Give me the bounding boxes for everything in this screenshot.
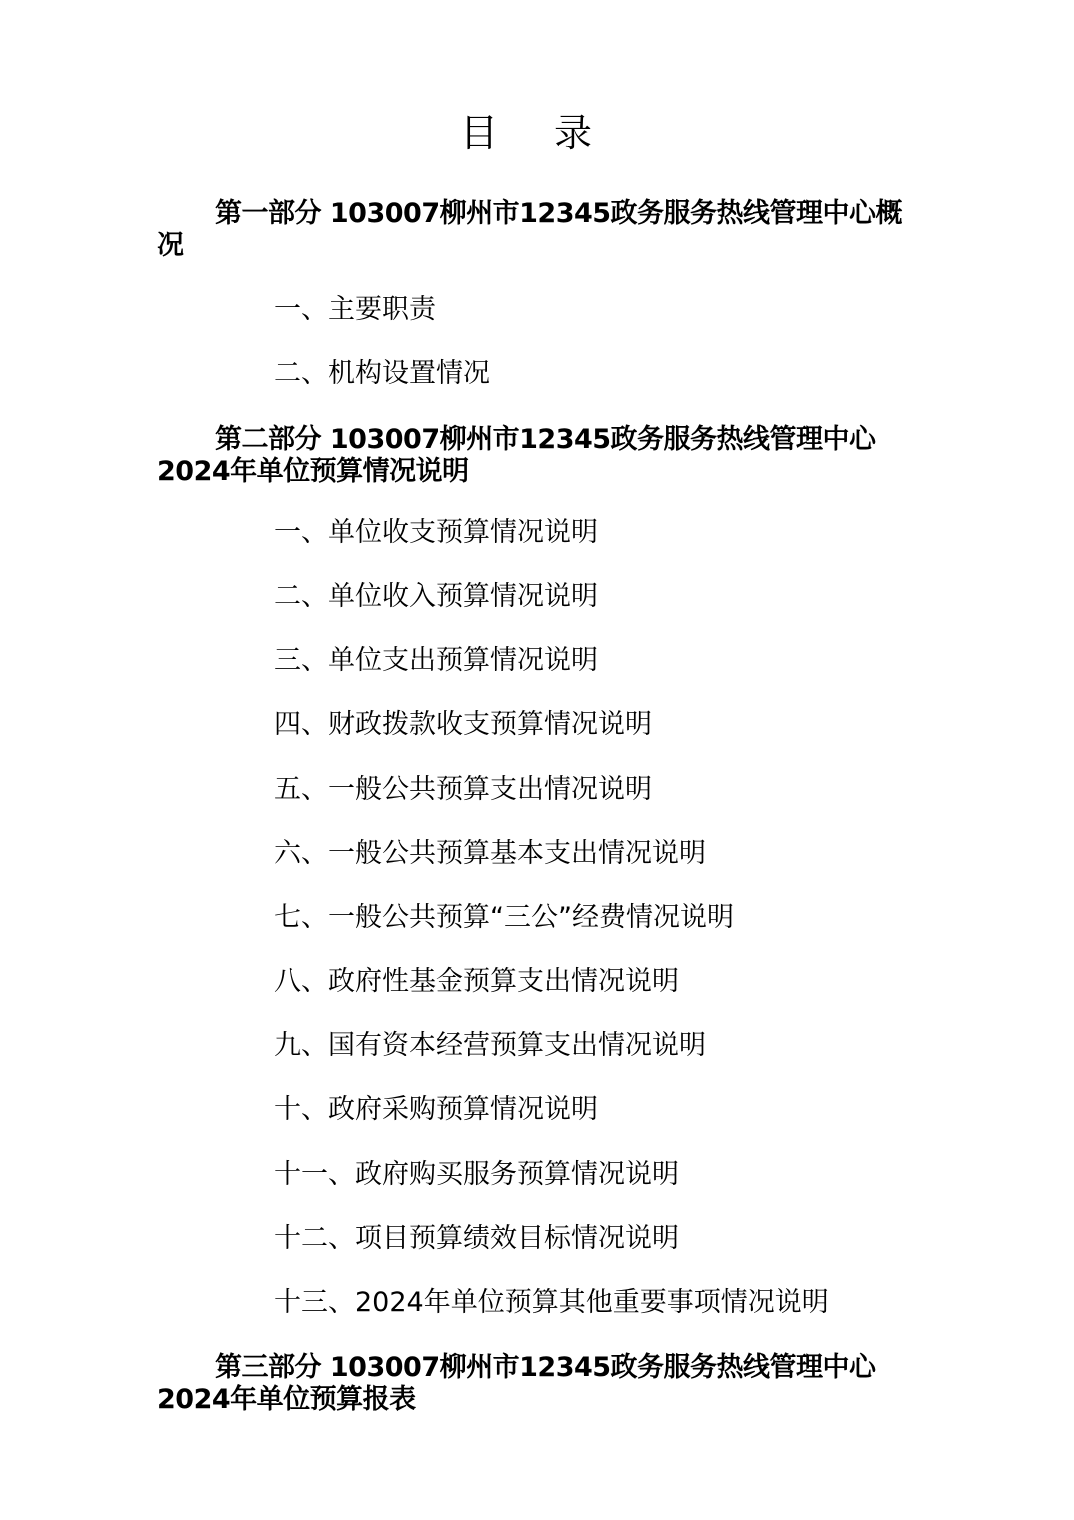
part1-heading: 第一部分 103007柳州市12345政务服务热线管理中心概况 xyxy=(157,198,903,261)
toc-item: 九、国有资本经营预算支出情况说明 xyxy=(274,1030,706,1061)
part3-heading: 第三部分 103007柳州市12345政务服务热线管理中心2024年单位预算报表 xyxy=(157,1352,876,1415)
toc-item: 十、政府采购预算情况说明 xyxy=(274,1094,598,1125)
toc-item: 二、机构设置情况 xyxy=(274,358,490,389)
toc-item: 五、一般公共预算支出情况说明 xyxy=(274,774,652,805)
toc-item: 八、政府性基金预算支出情况说明 xyxy=(274,966,679,997)
toc-item: 三、单位支出预算情况说明 xyxy=(274,645,598,676)
toc-item: 十一、政府购买服务预算情况说明 xyxy=(274,1159,679,1190)
toc-item: 十二、项目预算绩效目标情况说明 xyxy=(274,1223,679,1254)
toc-item: 七、一般公共预算“三公”经费情况说明 xyxy=(274,902,734,933)
toc-item: 一、主要职责 xyxy=(274,294,436,325)
part2-heading: 第二部分 103007柳州市12345政务服务热线管理中心2024年单位预算情况说明 xyxy=(157,424,876,487)
page-title: 目 录 xyxy=(459,111,615,155)
toc-item: 二、单位收入预算情况说明 xyxy=(274,581,598,612)
toc-item: 四、财政拨款收支预算情况说明 xyxy=(274,709,652,740)
toc-item: 六、一般公共预算基本支出情况说明 xyxy=(274,838,706,869)
toc-item: 十三、2024年单位预算其他重要事项情况说明 xyxy=(274,1287,829,1318)
toc-item: 一、单位收支预算情况说明 xyxy=(274,517,598,548)
